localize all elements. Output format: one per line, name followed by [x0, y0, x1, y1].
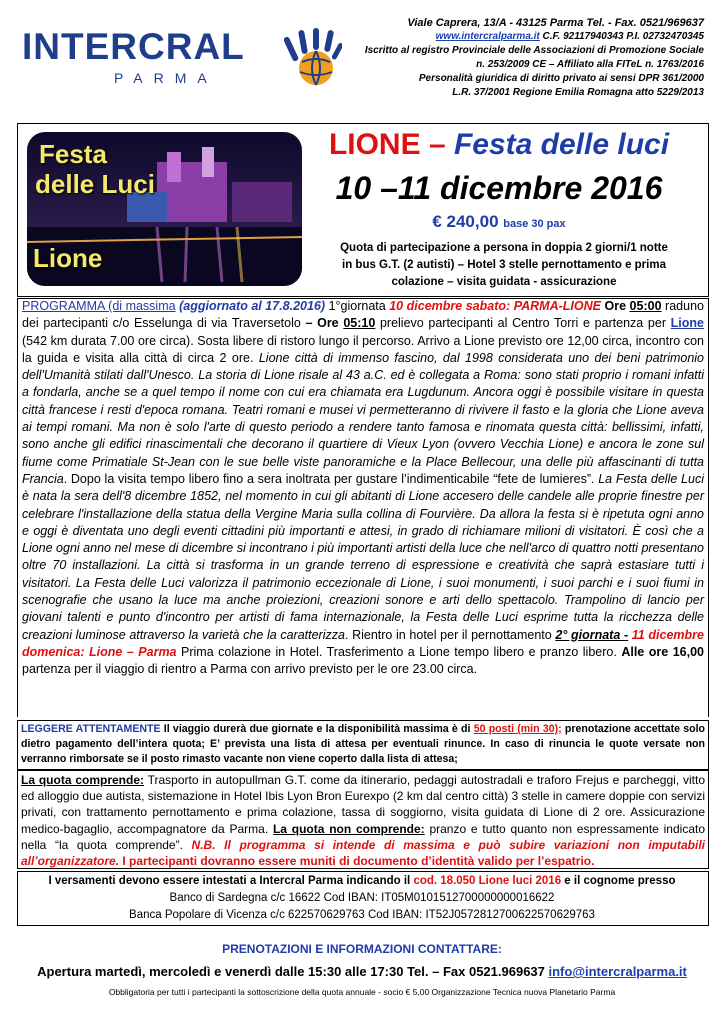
logo	[22, 26, 342, 96]
payment-text	[17, 873, 707, 924]
festival-history-text: La Festa delle Luci è nata la sera dell'8 dicembre 1852, nel momento in cui gli abitanti di Lione accesero delle candele alle proprie finestre per celebrare l'installazione della statua della Vergine Maria sulla collina di Fourvière. Da allora la festa si è ripetuta ogni anno e oggi è diventata uno degli eventi cittadini più importanti e attesi, in grado di richiamare milioni di visitatori. È così che a Lione ogni anno nel mese di dicembre si incontrano i più importanti artisti della luce che nell'arco di quattro notti presentano oltre 70 installazioni. La città si trasforma in un grande terreno di espressione e creatività che saprà estasiare tutti i visitatori. La Festa delle Luci valorizza il patrimonio eccezionale di Lione, i suoi monumenti, i suoi parchi e i suoi fiumi in scenografie che usano la luce ma anche proiezioni, creazioni sonore e arti dello spettacolo. Trampolino di lancio per giovani talenti e punto d'incontro per artisti di fama internazionale, la Festa delle Luci esprime tutta la ricchezza delle creazioni luminose attraverso la varietà che la caratterizza	[22, 471, 704, 642]
price-note: base 30 pax	[503, 218, 566, 230]
website-link[interactable]: www.intercralparma.it	[435, 31, 540, 42]
title-event: Festa delle luci	[453, 128, 670, 161]
hand-globe-icon	[284, 28, 342, 90]
photo-label-delle-luci: delle Luci	[35, 169, 155, 199]
quota-text	[21, 772, 705, 869]
attention-seats: 50 posti (min 30);	[473, 723, 562, 735]
event-price	[304, 212, 694, 232]
payment-code: cod. 18.050 Lione luci 2016	[413, 875, 562, 887]
program-text-5: . Rientro in hotel per il pernottamento	[344, 627, 556, 642]
quota-line-3: colazione – visita guidata - assicurazione	[391, 276, 617, 288]
program-text	[22, 298, 704, 679]
event-dates: 10 –11 dicembre 2016	[335, 170, 663, 206]
quota-line-1: Quota di partecipazione a persona in doppia 2 giorni/1 notte	[340, 242, 668, 254]
email-link[interactable]: info@intercralparma.it	[548, 964, 687, 979]
header-fiscal: C.F. 92117940343 P.I. 02732470345	[542, 31, 704, 42]
festival-photo	[27, 132, 302, 286]
departure-time-1: 05:00	[629, 299, 662, 313]
attention-text-1: Il viaggio durerà due giornate e la disponibilità massima è di	[160, 723, 474, 735]
program-text-7: partenza per il viaggio di rientro a Parma con arrivo previsto per le ore 23.00 circa.	[22, 662, 478, 677]
lione-history-text: Lione città di immenso fascino, dal 1998 considerata uno dei beni patrimonio dell'Umanità stilati dall'Unesco. La storia di Lione risale al 43 a.C. ed è collegata a Roma: sono stati proprio i romani infatti a fondarla, anche se a quel tempo il nome con cui era chiamata era Lugdunum. Ancora oggi è possibile visitare in questa città francese i resti d'epoca romana. Teatri romani e musei vi permetteranno di rivivere il fasto e la gloria che Lione aveva ai tempi romani. Ma non è solo l'arte di questo periodo a rendere tanto famosa e rinomata questa città: bellissimi, infatti, sono anche gli edifici rinascimentali che decorano il quartiere di Vieux Lyon (ovvero Vecchia Lione) e ancora le zone sul fiume come Primatiale St-Jean con le sue belle viste panoramiche e la Place Bellecour, una delle più affascinanti di tutta Francia	[22, 350, 705, 486]
quota-includes-text: Trasporto in autopullman G.T. come da itinerario, pedaggi autostradali e traforo Frejus e parcheggi, vitto ed alloggio due autista, sistemazione in Hotel Ibis Lyon Bron Eurexpo (2 km dal centro città) 3 stelle in camere doppie con servizi privati, con trattamento pernottamento e prima colazione, tassa di soggiorno, visita guidata di Lione di 2 ore. Assicurazione medico-bagaglio, accompagnatore da Parma.	[21, 773, 705, 836]
day1-title: 10 dicembre sabato: PARMA-LIONE	[389, 299, 601, 313]
header-legal: Personalità giuridica di diritto privato ai sensi DPR 361/2000	[418, 73, 704, 84]
program-text-4: . Dopo la visita tempo libero fino a sera inoltrata per gustare l’indimenticabile “fete de lumieres”.	[63, 471, 599, 486]
footer-note: Obbligatoria per tutti i partecipanti la sottoscrizione della quota annuale - socio € 5,00 Organizzazione Tecnica nuova Planetario Parma	[108, 987, 616, 997]
header-registry: Iscritto al registro Provinciale delle Associazioni di Promozione Sociale	[364, 45, 704, 56]
attention-text	[21, 722, 705, 766]
photo-label-lione: Lione	[33, 243, 103, 273]
program-text-2: prelievo partecipanti al Centro Torri e partenza per	[375, 316, 671, 331]
attention-text-2: prenotazione accettate solo dietro pagamento dell’intera quota; E’ prevista una lista di attesa per eventuali rinunce. In caso di rinuncia le quote versate non verranno rimborsate se il posto rimasto vacante non viene coperto dalla lista di attesa;	[21, 723, 705, 765]
quota-summary	[314, 240, 694, 291]
quota-excludes-text: pranzo e tutto quanto non espressamente indicato nella “la quota comprende”.	[21, 821, 706, 852]
photo-label-festa: Festa	[39, 139, 107, 169]
quota-includes-label: La quota comprende:	[21, 773, 144, 787]
opening-hours-text: Apertura martedì, mercoledì e venerdì dalle 15:30 alle 17:30 Tel. – Fax 0521.969637	[37, 964, 549, 979]
logo-sub-text: PARMA	[114, 70, 218, 86]
documents-note: I partecipanti dovranno essere muniti di documento d’identità valido per l’espatrio.	[119, 854, 595, 869]
day2-label: 2° giornata -	[555, 627, 629, 642]
bank-vicenza: Banca Popolare di Vicenza c/c 622570629763 Cod IBAN: IT52J0572812700622570629763	[129, 909, 595, 921]
quota-line-2: in bus G.T. (2 autisti) – Hotel 3 stelle pernottamento e prima	[342, 259, 666, 271]
program-text-1: raduno dei partecipanti c/o Esselunga di via Traversetolo	[22, 299, 704, 331]
header-address: Viale Caprera, 13/A - 43125 Parma Tel. - Fax. 0521/969637	[407, 17, 704, 29]
header-web-line	[344, 30, 704, 44]
header-affiliation: n. 253/2009 CE – Affiliato alla FITeL n. 1763/2016	[476, 59, 704, 70]
quota-excludes-label: La quota non comprende:	[272, 821, 425, 836]
day2-title: 11 dicembre domenica: Lione – Parma	[22, 627, 704, 659]
program-label: PROGRAMMA (di massima	[22, 299, 176, 313]
price-value: € 240,00	[432, 212, 499, 231]
title-city: LIONE	[328, 128, 421, 161]
departure-time-2: 05:10	[343, 316, 376, 331]
logo-main-text: INTERCRAL	[22, 26, 245, 67]
program-text-3: (542 km durata 7.00 ore circa). Sosta libere di ristoro lungo il percorso. Arrivo a Lione previsto ore 12,00 circa, incontro con la guida e visita alla città di circa 2 ore.	[22, 333, 704, 365]
program-updated: (aggiornato al 17.8.2016)	[179, 299, 326, 313]
event-title	[304, 128, 694, 162]
payment-intro-end: e il cognome presso	[561, 875, 676, 887]
attention-label: LEGGERE ATTENTAMENTE	[21, 723, 161, 735]
ore-label-2: – Ore	[305, 316, 344, 331]
header-region: L.R. 37/2001 Regione Emilia Romagna atto 5229/2013	[452, 87, 704, 98]
bank-sardegna: Banco di Sardegna c/c 16622 Cod IBAN: IT05M0101512700000000016622	[169, 892, 555, 904]
opening-hours	[0, 964, 724, 979]
payment-intro: I versamenti devono essere intestati a Intercral Parma indicando il	[48, 875, 414, 887]
day1-label: 1°giornata	[325, 299, 390, 313]
program-text-6: Prima colazione in Hotel. Trasferimento a Lione tempo libero e pranzo libero.	[176, 644, 622, 659]
contacts-title: PRENOTAZIONI E INFORMAZIONI CONTATTARE:	[222, 942, 502, 956]
ore-label-1: Ore	[600, 299, 630, 313]
title-dash: –	[420, 128, 454, 161]
nb-note: N.B. Il programma si intende di massima e può subire variazioni non imputabili all’organizzatore.	[21, 837, 705, 869]
header-info	[344, 16, 704, 100]
lione-link: Lione	[670, 316, 704, 331]
payment-line-1	[17, 873, 707, 890]
return-time: Alle ore 16,00	[621, 644, 704, 659]
